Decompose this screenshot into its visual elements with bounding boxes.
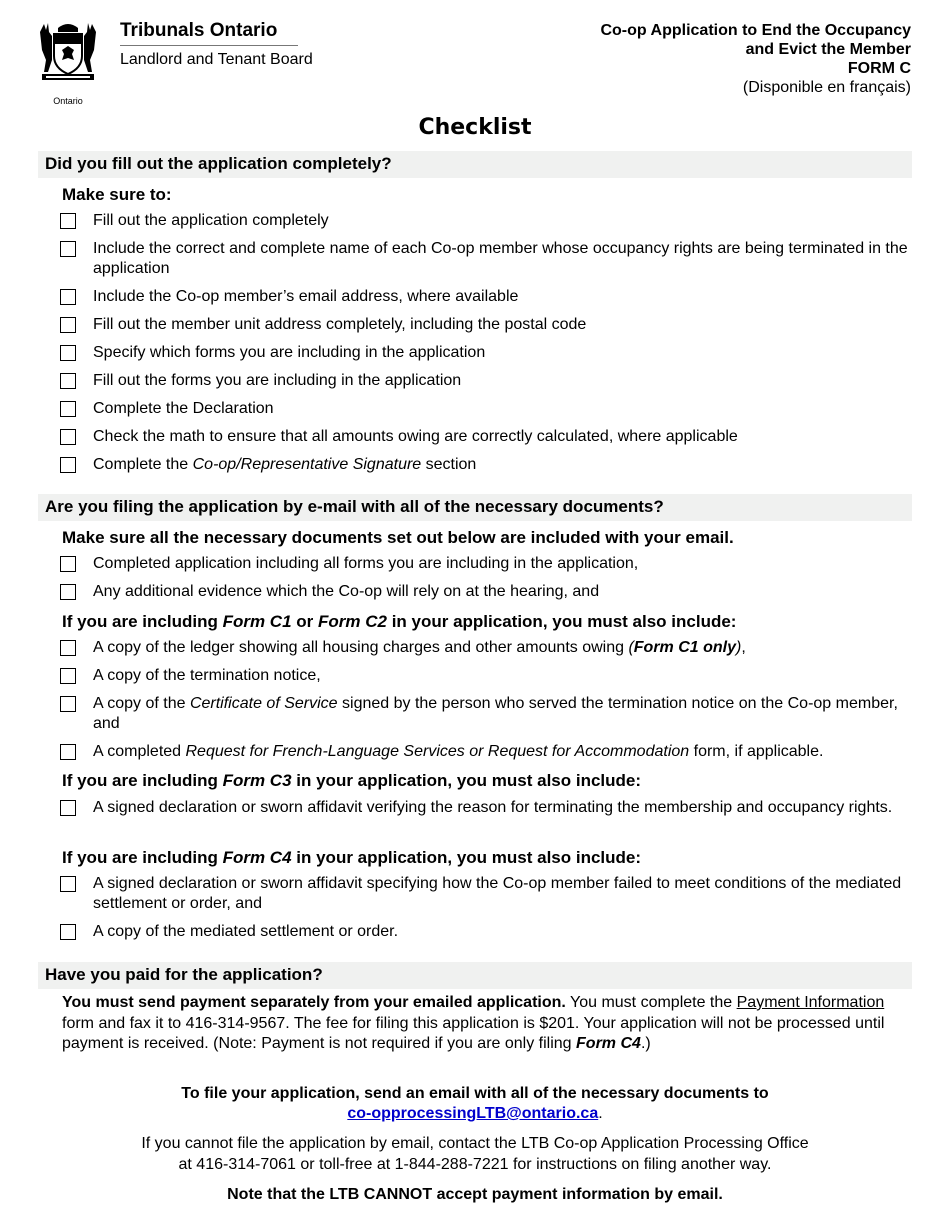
make-sure-heading: Make sure to: (62, 185, 172, 204)
checkbox[interactable] (60, 317, 76, 333)
checklist-item-text: Fill out the forms you are including in the application (93, 372, 462, 389)
org-title: Tribunals Ontario (120, 20, 278, 41)
checklist-item-text: Complete the Declaration (93, 400, 274, 417)
section-heading-text: Did you fill out the application completely? (45, 154, 392, 173)
checklist-item-text: A copy of the mediated settlement or order. (93, 923, 399, 940)
checklist-item-text: Complete the Co-op/Representative Signature section (93, 456, 477, 473)
checklist-item-text: Specify which forms you are including in the application (93, 344, 486, 361)
form-c3-subheading: If you are including Form C3 in your application, you must also include: (62, 771, 642, 790)
form-c1-c2-subheading: If you are including Form C1 or Form C2 in your application, you must also include: (62, 612, 737, 631)
checklist-item-text: Include the Co-op member’s email address, where available (93, 288, 519, 305)
checkbox[interactable] (60, 924, 76, 940)
checkbox[interactable] (60, 213, 76, 229)
form-title-line2: and Evict the Member (745, 41, 911, 58)
checklist-item-text: Check the math to ensure that all amounts owing are correctly calculated, where applicable (93, 428, 738, 445)
checklist-item-text: Include the correct and complete name of each Co-op member whose occupancy rights are being terminated in the application (93, 240, 908, 277)
checklist-item-text: Completed application including all forms you are including in the application, (93, 555, 639, 572)
contact-line-1: If you cannot file the application by email, contact the LTB Co-op Application Processing Office (141, 1135, 809, 1152)
checkbox[interactable] (60, 696, 76, 712)
org-subtitle: Landlord and Tenant Board (120, 51, 313, 68)
section-heading-payment (38, 962, 912, 989)
checkbox[interactable] (60, 241, 76, 257)
checklist-item-text: Fill out the application completely (93, 212, 329, 229)
checkbox[interactable] (60, 668, 76, 684)
checkbox[interactable] (60, 800, 76, 816)
payment-email-note: Note that the LTB CANNOT accept payment information by email. (227, 1186, 723, 1203)
crest-caption: Ontario (53, 96, 83, 106)
checkbox[interactable] (60, 876, 76, 892)
checkbox[interactable] (60, 345, 76, 361)
ontario-crest-icon (36, 20, 100, 84)
checklist-item-text: A copy of the termination notice, (93, 667, 321, 684)
payment-paragraph: You must send payment separately from your emailed application. You must complete the Payment Information form and fax it to 416-314-9567. The fee for filing this application is $201. Your application will not be processed until payment is received. (Note: Payment is not required if you are only filing Form C4.) (62, 994, 885, 1052)
payment-information-link[interactable]: Payment Information (736, 994, 885, 1011)
org-divider (120, 45, 298, 46)
section-heading-text: Have you paid for the application? (45, 965, 323, 984)
checklist-item-text: A signed declaration or sworn affidavit specifying how the Co-op member failed to meet conditions of the mediated settlement or order, and (93, 875, 902, 912)
checklist-item-text: A copy of the ledger showing all housing charges and other amounts owing (Form C1 only), (93, 639, 746, 656)
email-line: co-opprocessingLTB@ontario.ca. (347, 1105, 603, 1122)
checkbox[interactable] (60, 401, 76, 417)
checkbox[interactable] (60, 457, 76, 473)
checkbox[interactable] (60, 640, 76, 656)
page-header (0, 0, 950, 110)
page-title: Checklist (418, 115, 532, 140)
section-heading-text: Are you filing the application by e-mail with all of the necessary documents? (45, 497, 664, 516)
file-instruction: To file your application, send an email with all of the necessary documents to (181, 1085, 769, 1102)
form-title-block (600, 21, 911, 97)
checkbox[interactable] (60, 584, 76, 600)
french-availability-note: (Disponible en français) (742, 79, 911, 96)
checkbox[interactable] (60, 373, 76, 389)
checklist-item-text: A copy of the Certificate of Service signed by the person who served the termination notice on the Co-op member, and (93, 695, 898, 732)
checklist-item-text: Fill out the member unit address completely, including the postal code (93, 316, 587, 333)
checklist-item-text: A completed Request for French-Language Services or Request for Accommodation form, if applicable. (93, 743, 824, 760)
checkbox[interactable] (60, 556, 76, 572)
checklist-item-text: Any additional evidence which the Co-op will rely on at the hearing, and (93, 583, 600, 600)
section-heading-email-filing (38, 494, 912, 521)
form-c4-subheading: If you are including Form C4 in your application, you must also include: (62, 848, 642, 867)
form-code: FORM C (847, 60, 911, 77)
checkbox[interactable] (60, 289, 76, 305)
documents-subheading: Make sure all the necessary documents set out below are included with your email. (62, 528, 734, 547)
checkbox[interactable] (60, 429, 76, 445)
section-heading-completeness (38, 151, 912, 178)
email-link[interactable]: co-opprocessingLTB@ontario.ca (347, 1105, 599, 1122)
contact-line-2: at 416-314-7061 or toll-free at 1-844-288-7221 for instructions on filing another way. (178, 1156, 772, 1173)
checklist-item-text: A signed declaration or sworn affidavit verifying the reason for terminating the membership and occupancy rights. (93, 799, 893, 816)
form-title-line1: Co-op Application to End the Occupancy (600, 22, 911, 39)
checkbox[interactable] (60, 744, 76, 760)
